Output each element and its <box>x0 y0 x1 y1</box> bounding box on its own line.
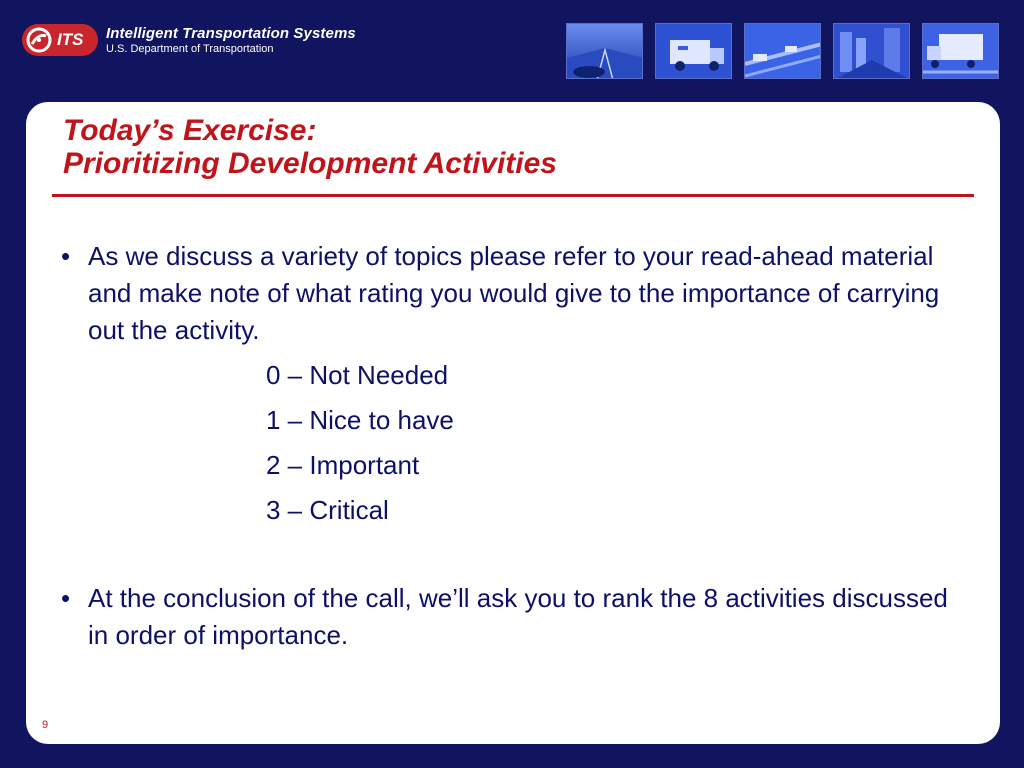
slide-body <box>61 238 966 654</box>
truck-photo <box>922 23 999 79</box>
bullet-item <box>61 580 966 654</box>
highway-driving-photo <box>566 23 643 79</box>
rating-item: 2 – Important <box>266 450 420 480</box>
bullet-text: As we discuss a variety of topics please refer to your read-ahead material and make note of what rating you would give to the importance of carrying out the activity. <box>88 241 940 345</box>
rating-scale-list <box>266 353 966 533</box>
rating-item: 3 – Critical <box>266 495 389 525</box>
bullet-text: At the conclusion of the call, we’ll ask you to rank the 8 activities discussed in order of importance. <box>88 583 948 650</box>
city-street-photo <box>833 23 910 79</box>
bullet-marker: • <box>61 241 71 271</box>
bullet-item <box>61 238 966 349</box>
slide-title <box>63 114 557 180</box>
page-number: 9 <box>42 719 49 731</box>
slide-header <box>0 0 1024 100</box>
its-logo <box>22 24 98 56</box>
rating-item: 1 – Nice to have <box>266 405 454 435</box>
slide-content-panel <box>26 102 1000 744</box>
logo-text: ITS <box>57 30 84 49</box>
highway-traffic-photo <box>744 23 821 79</box>
slide-title-line1: Today’s Exercise: <box>63 114 317 147</box>
title-divider <box>52 194 974 197</box>
bullet-marker: • <box>61 583 71 613</box>
road-ring-icon <box>26 27 52 53</box>
slide-title-line2: Prioritizing Development Activities <box>63 147 557 180</box>
rating-item: 0 – Not Needed <box>266 360 449 390</box>
brand-subtitle: U.S. Department of Transportation <box>106 43 274 55</box>
brand-title: Intelligent Transportation Systems <box>106 25 356 42</box>
ambulance-photo <box>655 23 732 79</box>
